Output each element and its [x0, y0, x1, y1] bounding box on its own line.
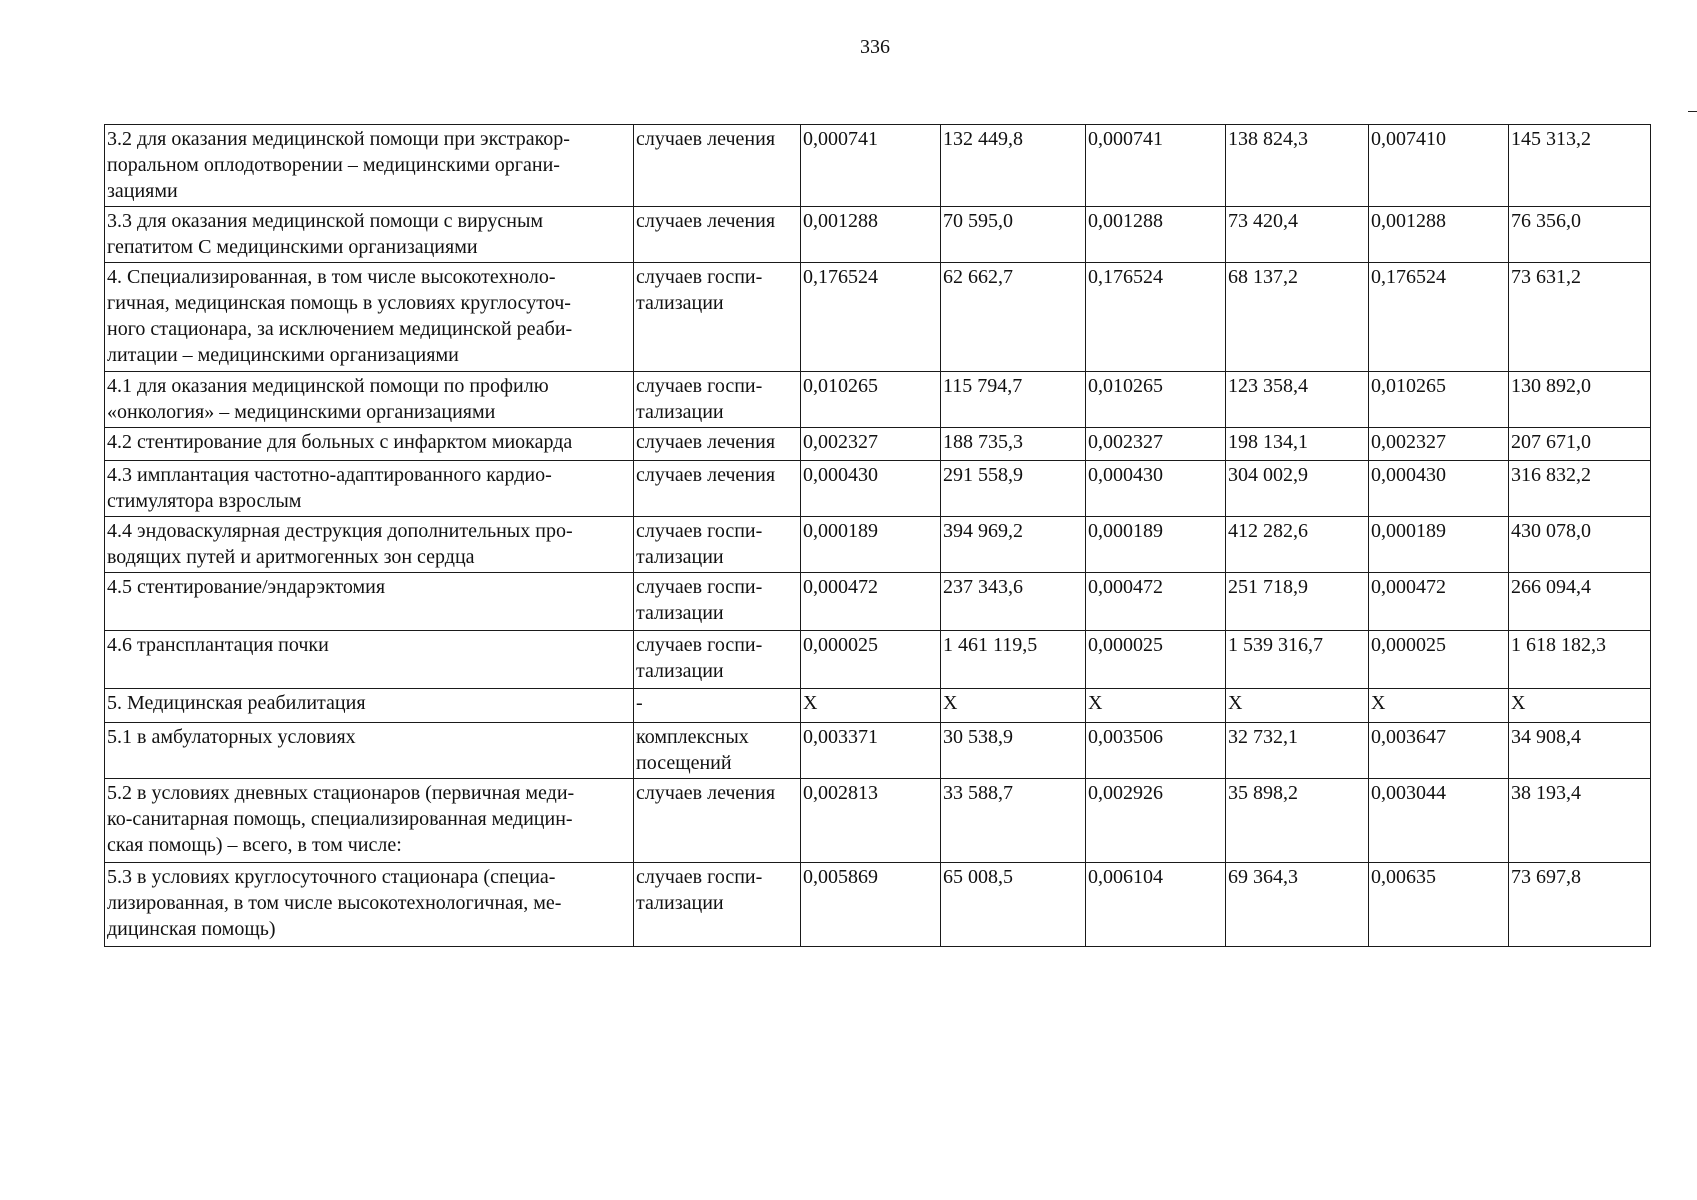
- value-cell-1: 0,002813: [801, 779, 941, 863]
- value-cell-4: 198 134,1: [1226, 428, 1369, 461]
- value-cell-6: 430 078,0: [1509, 517, 1651, 573]
- value-cell-1: 0,000430: [801, 461, 941, 517]
- row-unit: [634, 517, 801, 573]
- value-cell-5: X: [1369, 689, 1509, 723]
- row-name: [105, 263, 634, 372]
- value-cell-1: X: [801, 689, 941, 723]
- row-name-line: 4.2 стентирование для больных с инфарктом миокарда: [107, 431, 573, 453]
- row-name: [105, 573, 634, 631]
- value-cell-4: 69 364,3: [1226, 863, 1369, 947]
- value-cell-2: 132 449,8: [941, 125, 1086, 207]
- row-name-line: гичная, медицинская помощь в условиях круглосуточ-: [107, 292, 571, 314]
- row-unit: [634, 863, 801, 947]
- value-cell-5: 0,000430: [1369, 461, 1509, 517]
- row-name: [105, 125, 634, 207]
- table-row: [105, 207, 1651, 263]
- value-cell-3: 0,010265: [1086, 372, 1226, 428]
- table-row: [105, 461, 1651, 517]
- value-cell-1: 0,000472: [801, 573, 941, 631]
- value-cell-6: 34 908,4: [1509, 723, 1651, 779]
- value-cell-2: 70 595,0: [941, 207, 1086, 263]
- value-cell-5: 0,003044: [1369, 779, 1509, 863]
- row-unit-line: случаев лечения: [636, 782, 776, 804]
- table-row: [105, 125, 1651, 207]
- value-cell-4: 68 137,2: [1226, 263, 1369, 372]
- value-cell-4: 123 358,4: [1226, 372, 1369, 428]
- row-name-line: лизированная, в том числе высокотехнологичная, ме-: [107, 892, 562, 914]
- row-name-line: ская помощь) – всего, в том числе:: [107, 834, 402, 856]
- value-cell-1: 0,176524: [801, 263, 941, 372]
- value-cell-6: 316 832,2: [1509, 461, 1651, 517]
- value-cell-3: X: [1086, 689, 1226, 723]
- value-cell-3: 0,001288: [1086, 207, 1226, 263]
- row-unit: [634, 573, 801, 631]
- row-unit: [634, 779, 801, 863]
- row-name-line: 3.2 для оказания медицинской помощи при экстракор-: [107, 128, 570, 150]
- row-name-line: гепатитом С медицинскими организациями: [107, 236, 478, 258]
- row-unit-line: случаев госпи-: [636, 266, 763, 288]
- value-cell-6: 266 094,4: [1509, 573, 1651, 631]
- value-cell-5: 0,003647: [1369, 723, 1509, 779]
- value-cell-1: 0,001288: [801, 207, 941, 263]
- row-name: [105, 517, 634, 573]
- edge-mark: [1688, 111, 1697, 112]
- row-unit: [634, 461, 801, 517]
- row-unit-line: случаев госпи-: [636, 375, 763, 397]
- value-cell-1: 0,000189: [801, 517, 941, 573]
- value-cell-6: X: [1509, 689, 1651, 723]
- page-number: 336: [860, 36, 890, 58]
- row-name: [105, 863, 634, 947]
- row-unit: [634, 372, 801, 428]
- row-unit-line: тализации: [636, 401, 724, 423]
- row-unit-line: случаев лечения: [636, 210, 776, 232]
- row-name: [105, 372, 634, 428]
- value-cell-3: 0,000430: [1086, 461, 1226, 517]
- value-cell-5: 0,007410: [1369, 125, 1509, 207]
- table-row: [105, 723, 1651, 779]
- value-cell-6: 76 356,0: [1509, 207, 1651, 263]
- row-name-line: 4.1 для оказания медицинской помощи по профилю: [107, 375, 549, 397]
- value-cell-4: 138 824,3: [1226, 125, 1369, 207]
- value-cell-6: 73 697,8: [1509, 863, 1651, 947]
- value-cell-3: 0,003506: [1086, 723, 1226, 779]
- value-cell-3: 0,176524: [1086, 263, 1226, 372]
- value-cell-3: 0,000025: [1086, 631, 1226, 689]
- value-cell-1: 0,002327: [801, 428, 941, 461]
- row-name-line: 4.6 трансплантация почки: [107, 634, 329, 656]
- value-cell-6: 1 618 182,3: [1509, 631, 1651, 689]
- row-unit-line: случаев лечения: [636, 128, 776, 150]
- row-unit: [634, 207, 801, 263]
- row-unit: [634, 263, 801, 372]
- value-cell-5: 0,00635: [1369, 863, 1509, 947]
- row-unit-line: тализации: [636, 602, 724, 624]
- value-cell-2: 30 538,9: [941, 723, 1086, 779]
- value-cell-1: 0,005869: [801, 863, 941, 947]
- table-row: [105, 689, 1651, 723]
- table-row: [105, 517, 1651, 573]
- row-unit-line: тализации: [636, 546, 724, 568]
- value-cell-5: 0,176524: [1369, 263, 1509, 372]
- value-cell-4: 1 539 316,7: [1226, 631, 1369, 689]
- value-cell-5: 0,002327: [1369, 428, 1509, 461]
- row-unit-line: случаев лечения: [636, 431, 776, 453]
- row-name-line: ко-санитарная помощь, специализированная медицин-: [107, 808, 573, 830]
- row-unit: [634, 723, 801, 779]
- value-cell-3: 0,000189: [1086, 517, 1226, 573]
- value-cell-3: 0,000741: [1086, 125, 1226, 207]
- row-name: [105, 631, 634, 689]
- row-unit: [634, 689, 801, 723]
- row-unit: [634, 428, 801, 461]
- value-cell-5: 0,000189: [1369, 517, 1509, 573]
- volumes-table: [104, 124, 1651, 947]
- row-name-line: «онкология» – медицинскими организациями: [107, 401, 496, 423]
- row-unit: [634, 631, 801, 689]
- row-name-line: поральном оплодотворении – медицинскими органи-: [107, 154, 560, 176]
- row-name-line: 3.3 для оказания медицинской помощи с вирусным: [107, 210, 544, 232]
- row-unit-line: комплексных: [636, 726, 749, 748]
- table-row: [105, 263, 1651, 372]
- value-cell-5: 0,000025: [1369, 631, 1509, 689]
- row-name-line: зациями: [107, 180, 178, 202]
- value-cell-1: 0,000741: [801, 125, 941, 207]
- value-cell-4: 412 282,6: [1226, 517, 1369, 573]
- row-name-line: стимулятора взрослым: [107, 490, 302, 512]
- value-cell-2: 115 794,7: [941, 372, 1086, 428]
- row-name-line: 4.5 стентирование/эндарэктомия: [107, 576, 386, 598]
- row-name: [105, 207, 634, 263]
- row-name-line: 4.4 эндоваскулярная деструкция дополнительных про-: [107, 520, 573, 542]
- table-row: [105, 428, 1651, 461]
- table-row: [105, 779, 1651, 863]
- table-row: [105, 631, 1651, 689]
- value-cell-6: 145 313,2: [1509, 125, 1651, 207]
- row-unit-line: тализации: [636, 892, 724, 914]
- value-cell-6: 38 193,4: [1509, 779, 1651, 863]
- row-name-line: 5.3 в условиях круглосуточного стационара (специа-: [107, 866, 556, 888]
- row-name: [105, 428, 634, 461]
- row-name-line: литации – медицинскими организациями: [107, 344, 459, 366]
- value-cell-2: 33 588,7: [941, 779, 1086, 863]
- row-name: [105, 779, 634, 863]
- row-name: [105, 689, 634, 723]
- value-cell-2: 1 461 119,5: [941, 631, 1086, 689]
- value-cell-2: 65 008,5: [941, 863, 1086, 947]
- row-unit-line: посещений: [636, 752, 732, 774]
- row-name-line: 5.2 в условиях дневных стационаров (первичная меди-: [107, 782, 575, 804]
- value-cell-3: 0,002926: [1086, 779, 1226, 863]
- value-cell-1: 0,010265: [801, 372, 941, 428]
- table-row: [105, 573, 1651, 631]
- value-cell-2: 237 343,6: [941, 573, 1086, 631]
- value-cell-4: 73 420,4: [1226, 207, 1369, 263]
- value-cell-5: 0,001288: [1369, 207, 1509, 263]
- row-name-line: водящих путей и аритмогенных зон сердца: [107, 546, 475, 568]
- value-cell-4: 251 718,9: [1226, 573, 1369, 631]
- row-name-line: 5.1 в амбулаторных условиях: [107, 726, 356, 748]
- value-cell-6: 207 671,0: [1509, 428, 1651, 461]
- value-cell-1: 0,000025: [801, 631, 941, 689]
- value-cell-3: 0,002327: [1086, 428, 1226, 461]
- value-cell-2: 291 558,9: [941, 461, 1086, 517]
- row-unit-line: тализации: [636, 292, 724, 314]
- row-unit-line: тализации: [636, 660, 724, 682]
- value-cell-2: 62 662,7: [941, 263, 1086, 372]
- value-cell-2: 188 735,3: [941, 428, 1086, 461]
- row-unit: [634, 125, 801, 207]
- value-cell-4: X: [1226, 689, 1369, 723]
- value-cell-2: 394 969,2: [941, 517, 1086, 573]
- value-cell-4: 35 898,2: [1226, 779, 1369, 863]
- row-name-line: 4.3 имплантация частотно-адаптированного кардио-: [107, 464, 552, 486]
- value-cell-5: 0,000472: [1369, 573, 1509, 631]
- value-cell-6: 73 631,2: [1509, 263, 1651, 372]
- table-row: [105, 372, 1651, 428]
- row-unit-line: случаев госпи-: [636, 576, 763, 598]
- value-cell-3: 0,006104: [1086, 863, 1226, 947]
- value-cell-3: 0,000472: [1086, 573, 1226, 631]
- row-name: [105, 461, 634, 517]
- row-name: [105, 723, 634, 779]
- row-name-line: ного стационара, за исключением медицинской реаби-: [107, 318, 573, 340]
- value-cell-2: X: [941, 689, 1086, 723]
- table-row: [105, 863, 1651, 947]
- row-name-line: дицинская помощь): [107, 918, 276, 940]
- row-unit-line: случаев лечения: [636, 464, 776, 486]
- table-body: [105, 125, 1651, 947]
- row-unit-line: случаев госпи-: [636, 634, 763, 656]
- row-name-line: 4. Специализированная, в том числе высокотехноло-: [107, 266, 556, 288]
- value-cell-4: 32 732,1: [1226, 723, 1369, 779]
- row-name-line: 5. Медицинская реабилитация: [107, 692, 366, 714]
- row-unit-line: случаев госпи-: [636, 520, 763, 542]
- value-cell-5: 0,010265: [1369, 372, 1509, 428]
- row-unit-line: -: [636, 692, 643, 714]
- value-cell-4: 304 002,9: [1226, 461, 1369, 517]
- value-cell-6: 130 892,0: [1509, 372, 1651, 428]
- row-unit-line: случаев госпи-: [636, 866, 763, 888]
- value-cell-1: 0,003371: [801, 723, 941, 779]
